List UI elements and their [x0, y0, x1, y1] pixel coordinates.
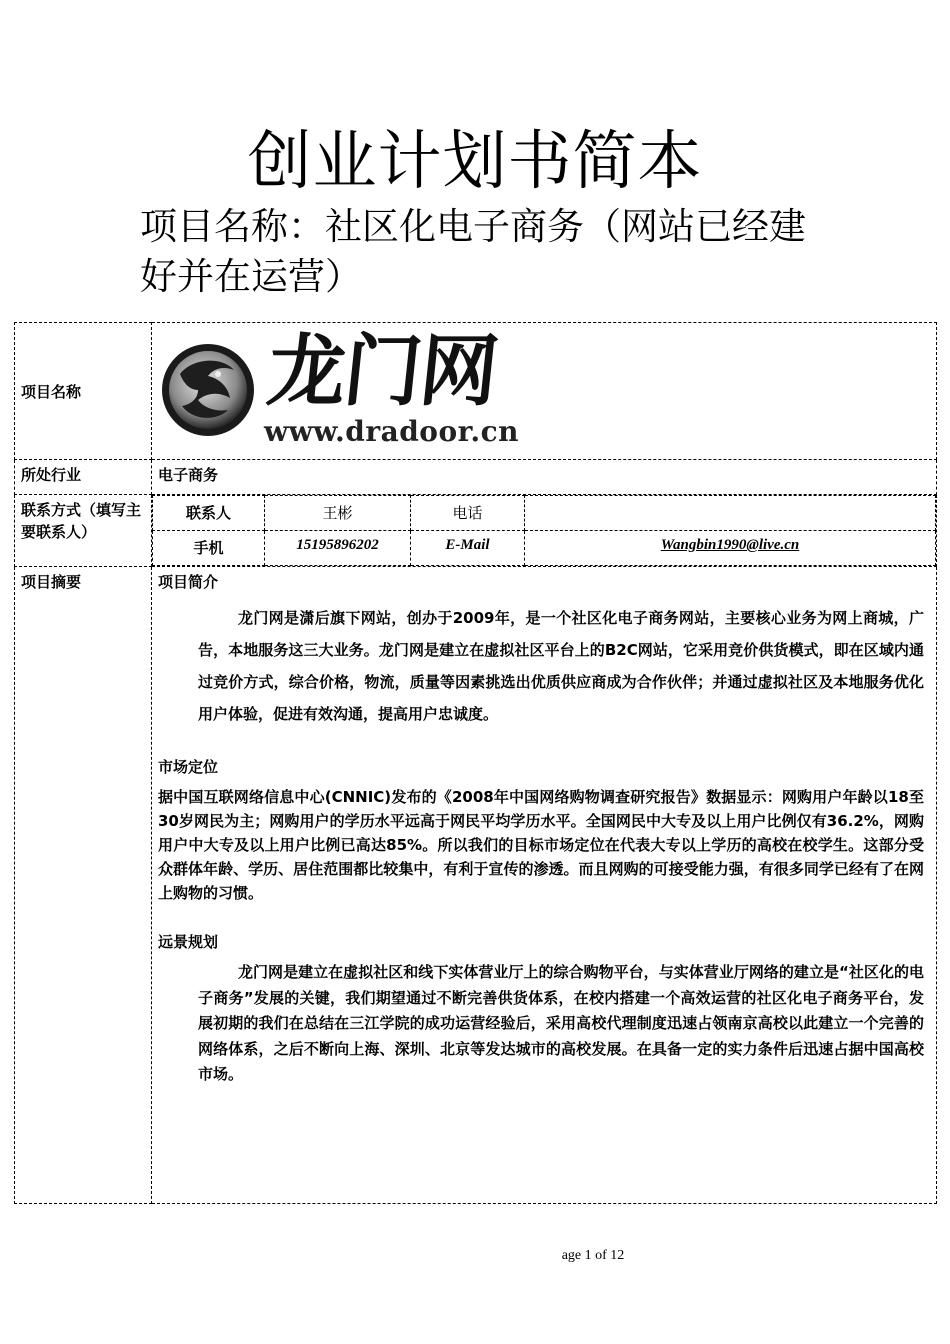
- project-subtitle: 项目名称：社区化电子商务（网站已经建好并在运营）: [140, 205, 806, 298]
- vision-paragraph: 龙门网是建立在虚拟社区和线下实体营业厅上的综合购物平台，与实体营业厅网络的建立是“社区化的电子商务”发展的关键，我们期望通过不断完善供货体系，在校内搭建一个高效运营的社区化电子商务平台，发展初期的我们在总结在三江学院的成功运营经验后，采用高校代理制度迅速占领南京高校以此建立一个完善的网络体系，之后不断向上海、深圳、北京等发达城市的高校发展。在具备一定的实力条件后迅速占据中国高校市场。: [198, 963, 924, 1083]
- industry-value: 电子商务: [152, 460, 937, 495]
- contact-table: [152, 495, 936, 566]
- contact-cell: [152, 495, 937, 567]
- dradoor-logo: [158, 327, 930, 451]
- phone-value: [525, 496, 936, 531]
- page-footer: age 1 of 12: [561, 1248, 625, 1263]
- document-title: 创业计划书简本: [247, 125, 703, 199]
- contact-person-value: 王彬: [265, 496, 411, 531]
- logo-url-text: www.dradoor.cn: [264, 415, 519, 448]
- intro-heading: 项目简介: [158, 573, 219, 591]
- plan-table: [14, 322, 937, 1204]
- phone-label: 电话: [411, 496, 525, 531]
- contact-label: 联系方式（填写主要联系人）: [15, 495, 152, 567]
- mobile-value: 15195896202: [265, 531, 411, 566]
- industry-label: 所处行业: [15, 460, 152, 495]
- mobile-label: 手机: [153, 531, 265, 566]
- summary-cell: [152, 567, 937, 1204]
- vision-heading: 远景规划: [158, 933, 219, 951]
- project-name-label: 项目名称: [15, 323, 152, 460]
- contact-person-label: 联系人: [153, 496, 265, 531]
- summary-label: 项目摘要: [15, 567, 152, 1204]
- intro-paragraph: 龙门网是潇后旗下网站，创办于2009年，是一个社区化电子商务网站，主要核心业务为网上商城，广告，本地服务这三大业务。龙门网是建立在虚拟社区平台上的B2C网站，它采用竞价供货模式，即在区域内通过竞价方式，综合价格，物流，质量等因素挑选出优质供应商成为合作伙伴；并通过虚拟社区及本地服务优化用户体验，促进有效沟通，提高用户忠诚度。: [198, 609, 924, 723]
- dragon-emblem-icon: [158, 334, 258, 444]
- email-label: E-Mail: [411, 531, 525, 566]
- logo-chinese-text: 龙门网: [263, 326, 501, 417]
- market-heading: 市场定位: [158, 758, 219, 776]
- market-paragraph: 据中国互联网络信息中心(CNNIC)发布的《2008年中国网络购物调查研究报告》数据显示：网购用户年龄以18至30岁网民为主；网购用户的学历水平远高于网民平均学历水平。全国网民中大专及以上用户比例仅有36.2%，网购用户中大专及以上用户比例已高达85%。所以我们的目标市场定位在代表大专以上学历的高校在校学生。这部分受众群体年龄、学历、居住范围都比较集中，有利于宣传的渗透。而且网购的可接受能力强，有很多同学已经有了在网上购物的习惯。: [158, 788, 924, 902]
- email-value[interactable]: Wangbin1990@live.cn: [525, 531, 936, 566]
- logo-cell: [152, 323, 937, 460]
